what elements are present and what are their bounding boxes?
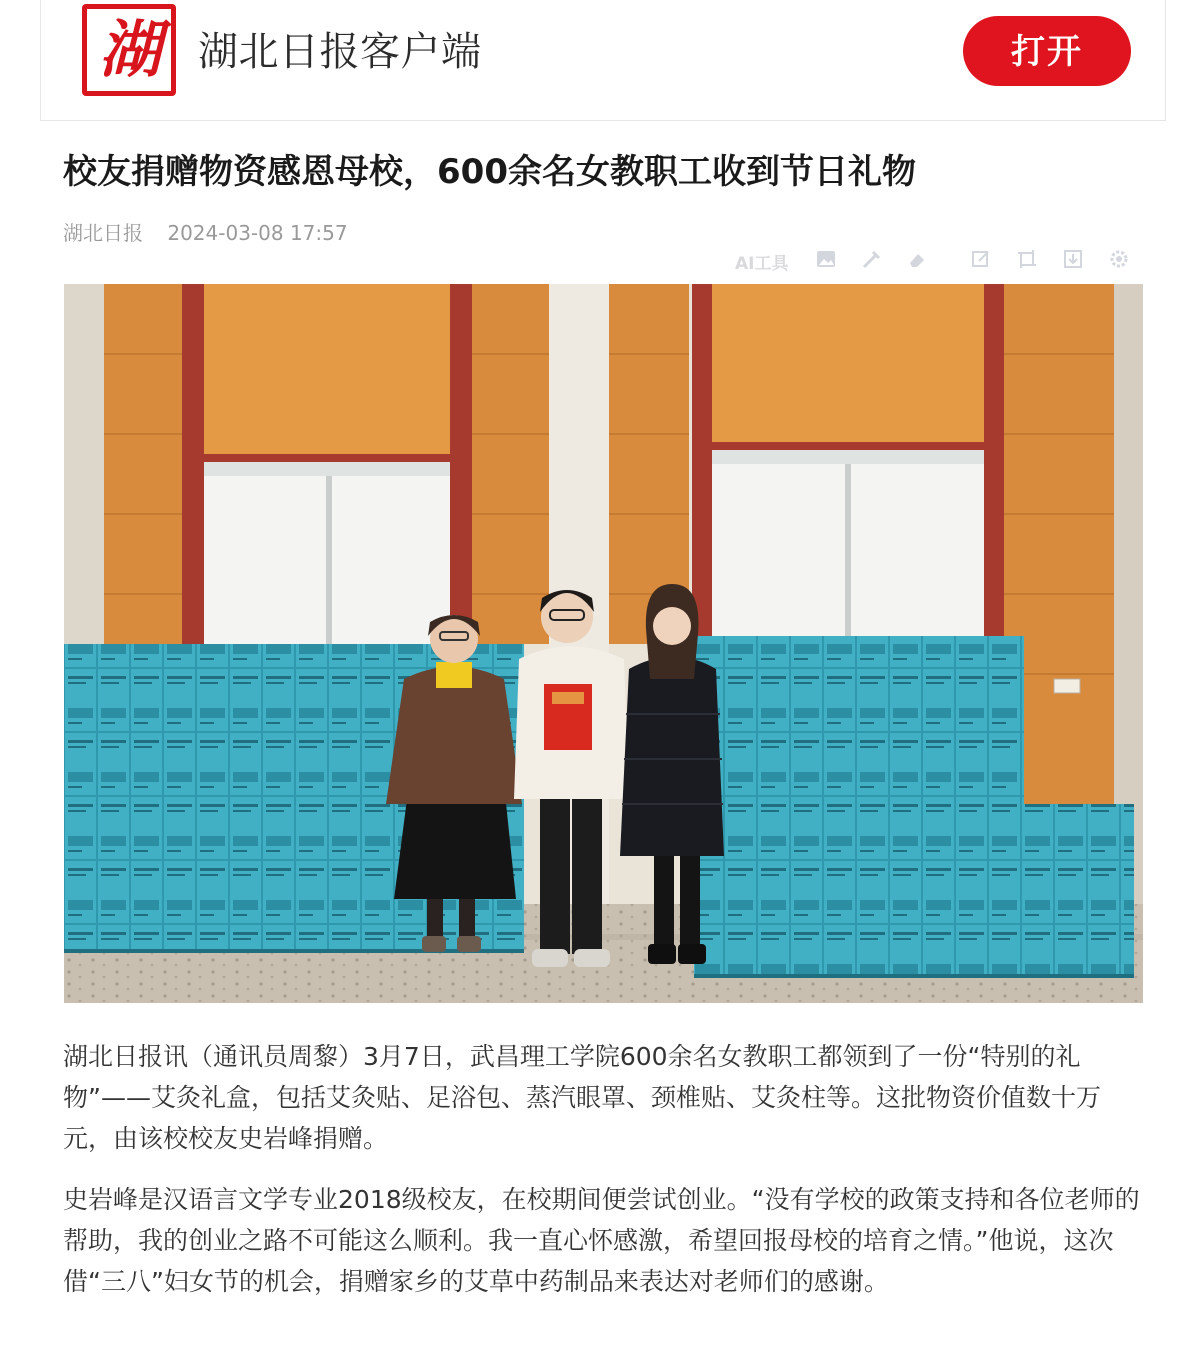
app-name: 湖北日报客户端 xyxy=(198,29,482,75)
download-icon[interactable] xyxy=(1062,248,1084,270)
open-app-button[interactable]: 打开 xyxy=(963,16,1131,86)
crop-icon[interactable] xyxy=(1016,248,1038,270)
brush-icon[interactable] xyxy=(861,248,883,270)
logo-glyph: 湖 xyxy=(98,13,159,86)
donation-scene-illustration xyxy=(64,284,1143,1003)
settings-icon[interactable] xyxy=(1108,248,1130,270)
article-paragraph: 史岩峰是汉语言文学专业2018级校友，在校期间便尝试创业。“没有学校的政策支持和各位老师的帮助，我的创业之路不可能这么顺利。我一直心怀感激，希望回报母校的培育之情。”他说，这次借“三八”妇女节的机会，捐赠家乡的艾草中药制品来表达对老师们的感谢。 xyxy=(63,1185,1140,1296)
eraser-icon[interactable] xyxy=(906,248,928,270)
article-photo xyxy=(64,284,1143,1003)
hubei-daily-logo xyxy=(82,4,176,96)
article-meta xyxy=(63,218,348,248)
image-icon[interactable] xyxy=(815,248,837,270)
article-source: 湖北日报 xyxy=(63,221,143,245)
article-paragraph: 湖北日报讯（通讯员周黎）3月7日，武昌理工学院600余名女教职工都领到了一份“特别的礼物”——艾灸礼盒，包括艾灸贴、足浴包、蒸汽眼罩、颈椎贴、艾灸柱等。这批物资价值数十万元，由该校校友史岩峰捐赠。 xyxy=(63,1042,1101,1153)
ai-tools-label[interactable]: AI工具 xyxy=(735,254,789,274)
app-download-banner xyxy=(40,0,1166,121)
edit-icon[interactable] xyxy=(970,248,992,270)
article-datetime: 2024-03-08 17:57 xyxy=(167,221,348,245)
article-title: 校友捐赠物资感恩母校，600余名女教职工收到节日礼物 xyxy=(63,152,916,192)
